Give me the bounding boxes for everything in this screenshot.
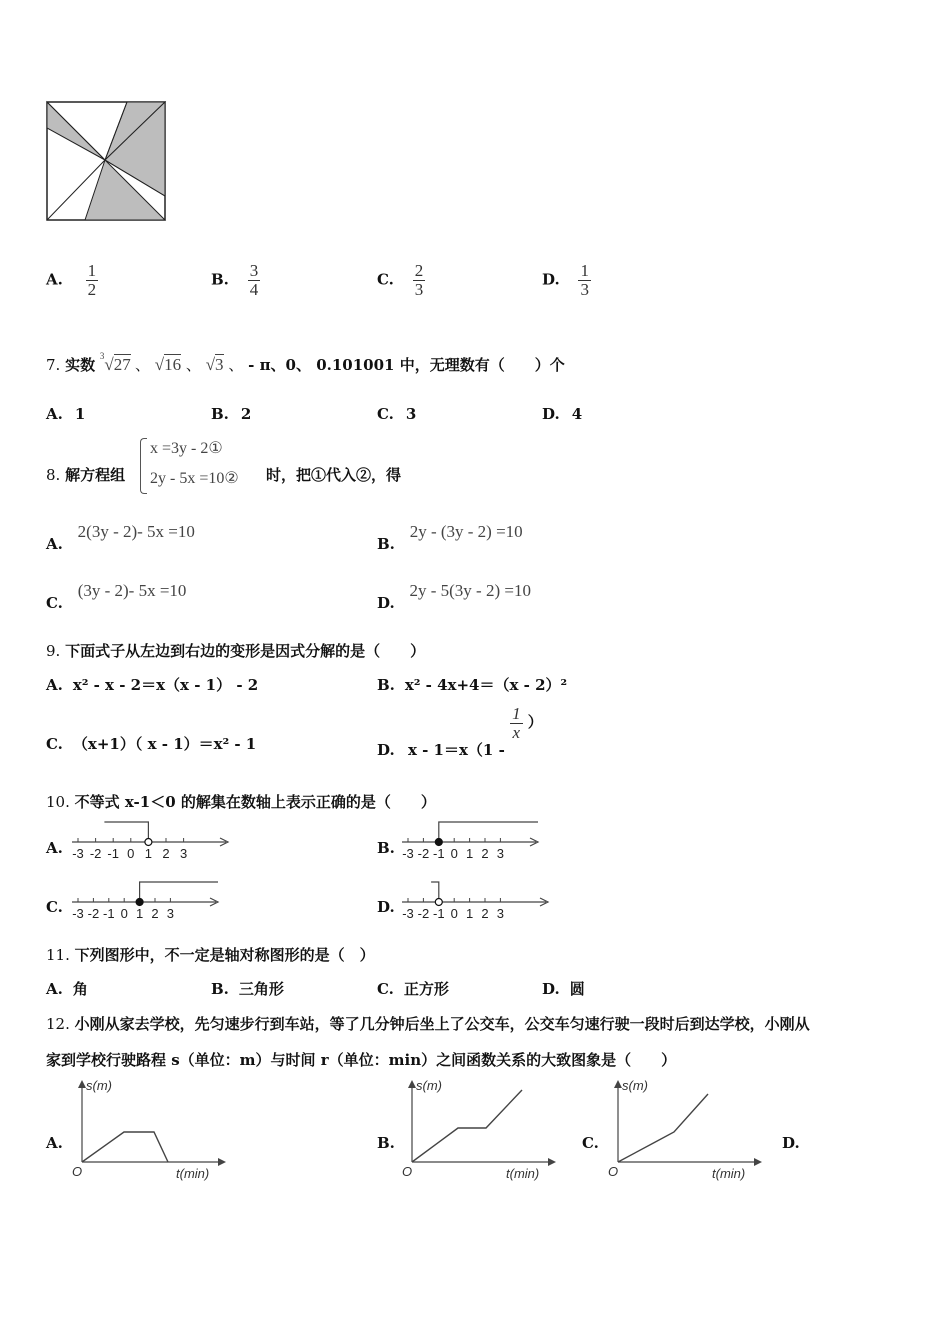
tick-label: 3 bbox=[496, 906, 505, 921]
x-axis-label: t(min) bbox=[176, 1166, 210, 1181]
tick-label: 2 bbox=[481, 846, 489, 861]
q6-option-b[interactable]: B. $\frac{3}{4}$ bbox=[211, 261, 259, 299]
x-axis-label: t(min) bbox=[506, 1166, 540, 1181]
q9-option-c[interactable]: C. （x+1）（ x - 1）＝x² - 1 bbox=[46, 735, 257, 753]
q9-stem: 9. 下面式子从左边到右边的变形是因式分解的是（ ） bbox=[46, 642, 426, 660]
tick-label: -3 bbox=[402, 846, 414, 861]
q12-line1: 12. 小刚从家去学校，先匀速步行到车站，等了几分钟后坐上了公交车，公交车匀速行驶一段时后到达学校，小刚从 bbox=[46, 1015, 810, 1033]
arrow-icon bbox=[548, 1158, 556, 1166]
arrow-icon bbox=[218, 1158, 226, 1166]
fraction: $\frac{3}{4}$ bbox=[249, 261, 259, 299]
q8-number: 8. 解方程组 bbox=[46, 466, 126, 484]
q11-option-b[interactable]: B. 三角形 bbox=[211, 980, 284, 998]
q12-option-b-label[interactable]: B. bbox=[377, 1134, 395, 1152]
tick-label: -2 bbox=[87, 906, 100, 921]
y-axis-label: s(m) bbox=[86, 1078, 112, 1093]
y-axis-label: s(m) bbox=[416, 1078, 442, 1093]
fraction: $\frac{1}{x}$ bbox=[512, 704, 521, 742]
q8-option-b[interactable]: B. 2y - (3y - 2) =10 bbox=[377, 522, 523, 553]
y-axis-label: s(m) bbox=[622, 1078, 648, 1093]
solution-ray bbox=[439, 822, 538, 842]
closed-point bbox=[136, 899, 143, 906]
q8-option-c[interactable]: C. (3y - 2)- 5x =10 bbox=[46, 581, 187, 612]
arrow-icon bbox=[614, 1080, 622, 1088]
tick-label: 0 bbox=[450, 906, 458, 921]
tick-label: -1 bbox=[103, 906, 115, 921]
q10-option-d-label[interactable]: D. bbox=[377, 898, 395, 916]
x-axis-label: t(min) bbox=[712, 1166, 746, 1181]
q10-stem: 10. 不等式 x-1＜0 的解集在数轴上表示正确的是（ ） bbox=[46, 793, 436, 811]
q7-stem: 7. 实数 $^3$√27 、 √16 、 √3 、 - π、0、 0.101001 中，无理数有（ ）个 bbox=[46, 351, 565, 374]
solution-ray bbox=[140, 882, 218, 902]
graph-line bbox=[618, 1094, 708, 1162]
q7-option-d[interactable]: D. 4 bbox=[542, 405, 583, 423]
graph-line bbox=[412, 1090, 522, 1162]
q8-tail: 时，把①代入②，得 bbox=[266, 466, 402, 484]
tick-label: 0 bbox=[127, 846, 135, 861]
tick-label: -1 bbox=[433, 846, 445, 861]
tick-label: -3 bbox=[72, 906, 84, 921]
number-line-c bbox=[68, 878, 228, 924]
q12-option-d-label[interactable]: D. bbox=[782, 1134, 800, 1152]
number-line-a bbox=[68, 818, 238, 864]
q10-option-c-label[interactable]: C. bbox=[46, 898, 63, 916]
graph-a bbox=[68, 1076, 228, 1186]
q11-stem: 11. 下列图形中，不一定是轴对称图形的是（ ） bbox=[46, 946, 375, 964]
fraction: $\frac{2}{3}$ bbox=[414, 261, 424, 299]
q7-option-b[interactable]: B. 2 bbox=[211, 405, 252, 423]
open-point bbox=[145, 839, 152, 846]
q9-option-b[interactable]: B. x² - 4x+4＝（x - 2）² bbox=[377, 676, 568, 694]
q10-option-b-label[interactable]: B. bbox=[377, 839, 395, 857]
q11-option-c[interactable]: C. 正方形 bbox=[377, 980, 449, 998]
tick-label: 1 bbox=[465, 906, 474, 921]
arrow-icon bbox=[408, 1080, 416, 1088]
tick-label: -2 bbox=[417, 906, 430, 921]
graph-b bbox=[398, 1076, 558, 1186]
tick-label: 0 bbox=[120, 906, 128, 921]
q11-option-d[interactable]: D. 圆 bbox=[542, 980, 585, 998]
origin-label: O bbox=[402, 1164, 413, 1179]
q6-option-a[interactable]: A. $\frac{1}{2}$ bbox=[46, 261, 97, 299]
q11-option-a[interactable]: A. 角 bbox=[46, 980, 88, 998]
solution-ray bbox=[104, 822, 148, 842]
q10-option-a-label[interactable]: A. bbox=[46, 839, 63, 857]
q7-option-a[interactable]: A. 1 bbox=[46, 405, 86, 423]
tick-label: -1 bbox=[433, 906, 445, 921]
arrow-icon bbox=[78, 1080, 86, 1088]
q6-option-d[interactable]: D. $\frac{1}{3}$ bbox=[542, 261, 589, 299]
q6-option-c[interactable]: C. $\frac{2}{3}$ bbox=[377, 261, 424, 299]
tick-label: 2 bbox=[481, 906, 489, 921]
tick-label: 2 bbox=[162, 846, 170, 861]
square-figure bbox=[45, 100, 169, 224]
origin-label: O bbox=[72, 1164, 83, 1179]
tick-label: -2 bbox=[417, 846, 430, 861]
tick-label: -3 bbox=[402, 906, 414, 921]
q7-option-c[interactable]: C. 3 bbox=[377, 405, 417, 423]
number-line-b bbox=[398, 818, 548, 864]
tick-label: 2 bbox=[151, 906, 159, 921]
tick-label: -1 bbox=[107, 846, 119, 861]
q8-eq2: 2y - 5x =10② bbox=[150, 470, 239, 487]
closed-point bbox=[435, 839, 442, 846]
tick-label: 1 bbox=[465, 846, 474, 861]
brace-icon bbox=[140, 438, 147, 494]
q8-option-d[interactable]: D. 2y - 5(3y - 2) =10 bbox=[377, 581, 531, 612]
tick-label: -3 bbox=[72, 846, 84, 861]
fraction: $\frac{1}{2}$ bbox=[87, 261, 97, 299]
origin-label: O bbox=[608, 1164, 619, 1179]
q12-option-c-label[interactable]: C. bbox=[582, 1134, 599, 1152]
tick-label: 3 bbox=[179, 846, 188, 861]
graph-c bbox=[604, 1076, 764, 1186]
number-line-d bbox=[398, 878, 558, 924]
tick-label: 1 bbox=[135, 906, 144, 921]
tick-label: 3 bbox=[166, 906, 175, 921]
q9-option-a[interactable]: A. x² - x - 2＝x（x - 1） - 2 bbox=[46, 676, 259, 694]
q12-option-a-label[interactable]: A. bbox=[46, 1134, 63, 1152]
q8-eq1: x =3y - 2① bbox=[150, 440, 223, 457]
arrow-icon bbox=[754, 1158, 762, 1166]
tick-label: -2 bbox=[89, 846, 102, 861]
graph-line bbox=[82, 1132, 168, 1162]
q8-option-a[interactable]: A. 2(3y - 2)- 5x =10 bbox=[46, 522, 195, 553]
fraction: $\frac{1}{3}$ bbox=[580, 261, 589, 299]
q12-line2: 家到学校行驶路程 s（单位：m）与时间 r（单位：min）之间函数关系的大致图象是（ ） bbox=[46, 1051, 677, 1069]
tick-label: 1 bbox=[144, 846, 153, 861]
open-point bbox=[435, 899, 442, 906]
tick-label: 3 bbox=[496, 846, 505, 861]
q9-option-d[interactable]: D. x - 1＝x（1 - $\frac{1}{x}$ ） bbox=[377, 704, 543, 760]
tick-label: 0 bbox=[450, 846, 458, 861]
